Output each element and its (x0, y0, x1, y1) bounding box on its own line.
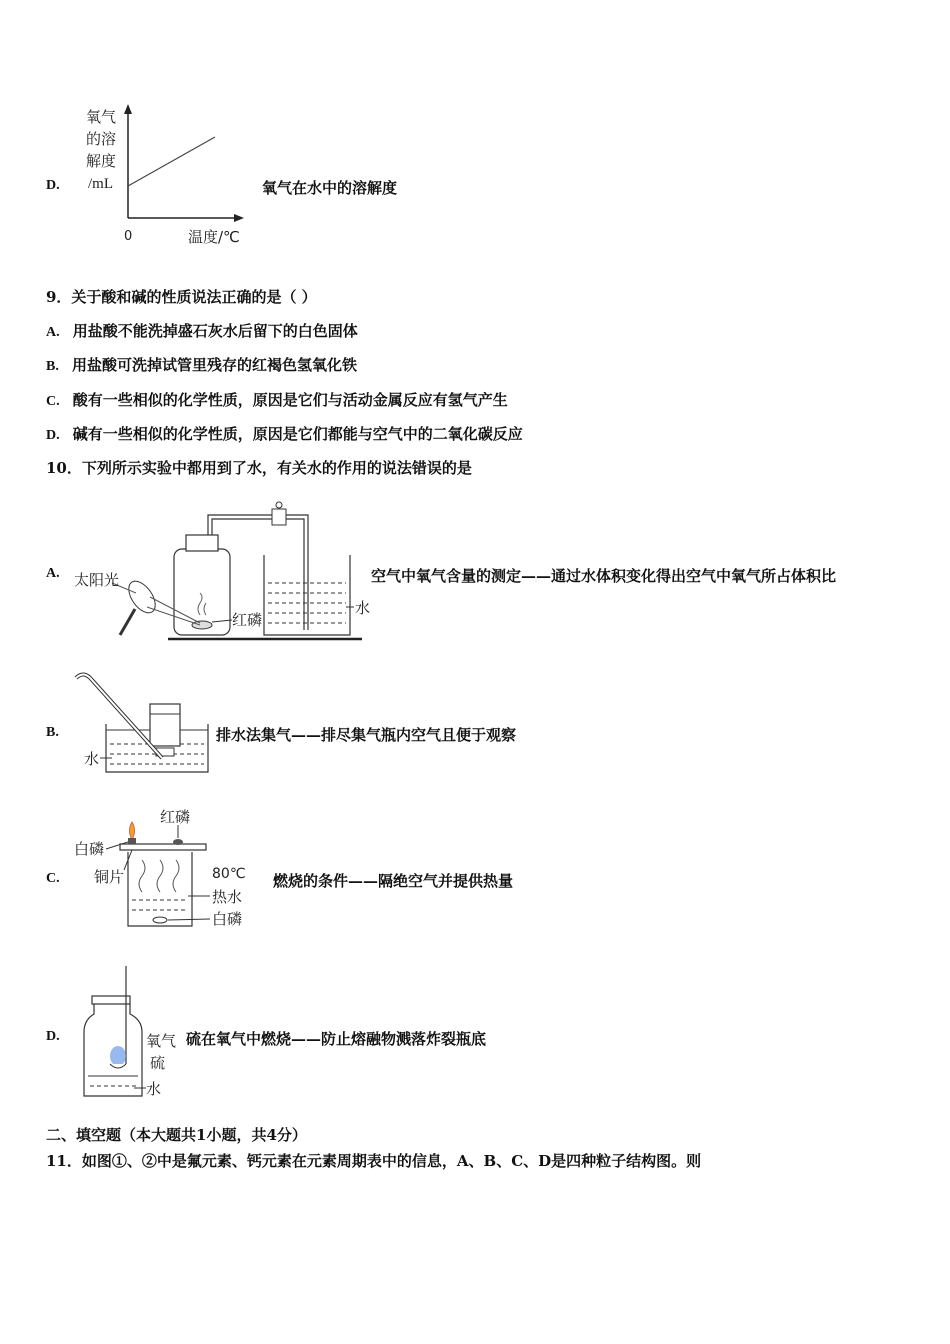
fig-d-oxygen: 氧气 (146, 1032, 177, 1050)
q9-option-b-label: B. (46, 359, 59, 374)
graph-line (128, 137, 215, 186)
q10-c-text: 燃烧的条件——隔绝空气并提供热量 (273, 872, 514, 890)
q9-option-d (46, 423, 523, 444)
q10-a-label: A. (46, 566, 60, 581)
q10-b-figure (72, 668, 212, 778)
fig-c-whitep2: 白磷 (212, 910, 243, 928)
fig-c-whitep: 白磷 (74, 840, 105, 858)
fig-a-redp: 红磷 (232, 611, 263, 629)
q10-d-figure (72, 962, 192, 1102)
q10-c-label: C. (46, 871, 60, 886)
fig-c-copper: 铜片 (94, 868, 125, 886)
q11-stem: 11．如图①、②中是氟元素、钙元素在元素周期表中的信息，A、B、C、D是四种粒子结构图。则 (46, 1152, 702, 1170)
q9-option-d-label: D. (46, 428, 60, 443)
q9-option-a (46, 320, 358, 341)
q9-option-c-label: C. (46, 394, 60, 409)
fig-d-sulfur: 硫 (150, 1054, 166, 1072)
q9-option-c (46, 389, 508, 410)
graph-ylabel-3: 解度 (86, 152, 117, 170)
graph-ylabel-1: 氧气 (86, 108, 117, 126)
q10-b-label: B. (46, 725, 59, 740)
fig-a-water: 水 (355, 599, 371, 617)
q9-option-b-text: 用盐酸可洗掉试管里残存的红褐色氢氧化铁 (71, 356, 357, 374)
graph-xlabel: 温度/℃ (188, 228, 240, 246)
fig-c-temp: 80℃ (212, 866, 246, 882)
fig-b-water: 水 (84, 750, 100, 768)
solubility-graph (80, 100, 280, 260)
graph-origin: 0 (124, 229, 133, 244)
graph-ylabel-4: /mL (88, 176, 113, 192)
q10-d-text: 硫在氧气中燃烧——防止熔融物溅落炸裂瓶底 (186, 1030, 487, 1048)
q9-option-a-label: A. (46, 325, 60, 340)
q10-a-figure (72, 497, 372, 647)
q10-c-figure (72, 800, 272, 930)
fig-c-hotwater: 热水 (212, 888, 243, 906)
copper-plate (120, 844, 206, 850)
q8-d-text: 氧气在水中的溶解度 (262, 179, 398, 197)
q9-option-d-text: 碱有一些相似的化学性质，原因是它们都能与空气中的二氧化碳反应 (72, 425, 523, 443)
fig-d-water: 水 (146, 1080, 162, 1098)
graph-ylabel-2: 的溶 (86, 130, 117, 148)
graph-x-arrow (234, 214, 244, 222)
q8-d-label: D. (46, 178, 60, 193)
fig-a-sunlight: 太阳光 (74, 571, 120, 589)
q10-b-text: 排水法集气——排尽集气瓶内空气且便于观察 (216, 726, 517, 744)
fig-c-redp: 红磷 (160, 808, 191, 826)
q9-stem: 9．关于酸和碱的性质说法正确的是（ ） (46, 288, 317, 306)
q10-stem: 10．下列所示实验中都用到了水，有关水的作用的说法错误的是 (46, 459, 472, 477)
q9-option-c-text: 酸有一些相似的化学性质，原因是它们与活动金属反应有氢气产生 (72, 391, 508, 409)
section2-heading: 二、填空题（本大题共1小题，共4分） (46, 1126, 307, 1144)
q9-option-b (46, 354, 357, 375)
q10-d-label: D. (46, 1029, 60, 1044)
q9-option-a-text: 用盐酸不能洗掉盛石灰水后留下的白色固体 (72, 322, 358, 340)
q10-a-text: 空气中氧气含量的测定——通过水体积变化得出空气中氧气所占体积比 (371, 567, 837, 585)
hot-water-beaker (128, 852, 192, 926)
graph-y-arrow (124, 104, 132, 114)
